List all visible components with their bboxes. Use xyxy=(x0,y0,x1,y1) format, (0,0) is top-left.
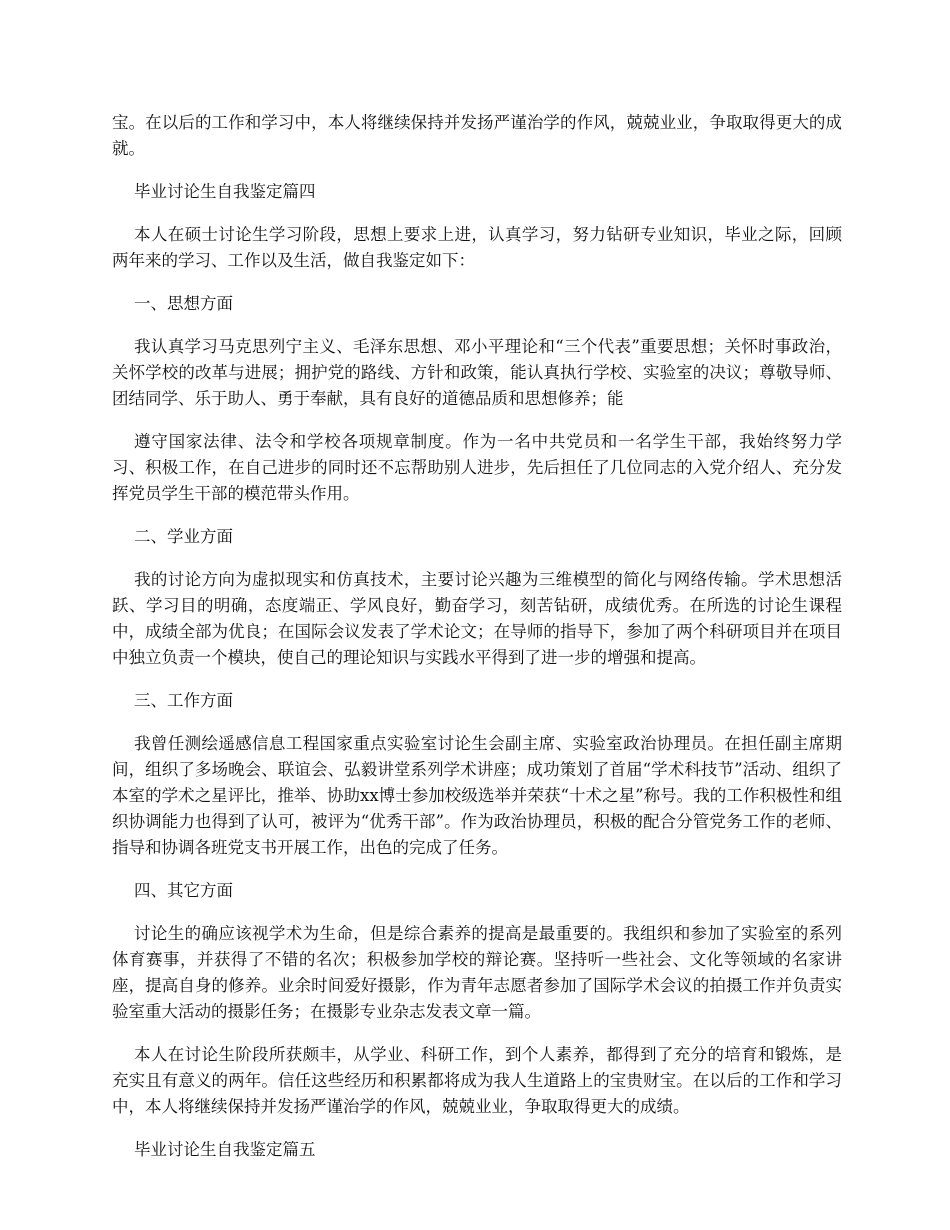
paragraph-ideology-2: 遵守国家法律、法令和学校各项规章制度。作为一名中共党员和一名学生干部，我始终努力学习、积极工作，在自己进步的同时还不忘帮助别人进步，先后担任了几位同志的入党介绍人、充分发挥党员学生干部的模范带头作用。 xyxy=(112,432,842,503)
paragraph-academics: 我的讨论方向为虚拟现实和仿真技术，主要讨论兴趣为三维模型的简化与网络传输。学术思想活跃、学习目的明确，态度端正、学风良好，勤奋学习，刻苦钻研，成绩优秀。在所选的讨论生课程中，成绩全部为优良；在国际会议发表了学术论文；在导师的指导下，参加了两个科研项目并在项目中独立负责一个模块，使自己的理论知识与实践水平得到了进一步的增强和提高。 xyxy=(112,570,842,667)
subheading-other: 四、其它方面 xyxy=(134,881,233,900)
paragraph-other: 讨论生的确应该视学术为生命，但是综合素养的提高是最重要的。我组织和参加了实验室的系列体育赛事，并获得了不错的名次；积极参加学校的辩论赛。坚持听一些社会、文化等领域的名家讲座，提高自身的修养。业余时间爱好摄影，作为青年志愿者参加了国际学术会议的拍摄工作并负责实验室重大活动的摄影任务；在摄影专业杂志发表文章一篇。 xyxy=(112,924,842,1021)
paragraph-summary: 本人在讨论生阶段所获颇丰，从学业、科研工作，到个人素养，都得到了充分的培育和锻炼，是充实且有意义的两年。信任这些经历和积累都将成为我人生道路上的宝贵财宝。在以后的工作和学习中，本人将继续保持并发扬严谨治学的作风，兢兢业业，争取取得更大的成绩。 xyxy=(112,1045,842,1116)
section-title-part-five: 毕业讨论生自我鉴定篇五 xyxy=(134,1140,316,1159)
subheading-work: 三、工作方面 xyxy=(134,691,233,710)
paragraph-ideology-1: 我认真学习马克思列宁主义、毛泽东思想、邓小平理论和“三个代表”重要思想；关怀时事政治，关怀学校的改革与进展；拥护党的路线、方针和政策，能认真执行学校、实验室的决议；尊敬导师、团结同学、乐于助人、勇于奉献，具有良好的道德品质和思想修养；能 xyxy=(112,337,842,408)
paragraph-work: 我曾任测绘遥感信息工程国家重点实验室讨论生会副主席、实验室政治协理员。在担任副主席期间，组织了多场晚会、联谊会、弘毅讲堂系列学术讲座；成功策划了首届“学术科技节”活动、组织了本室的学术之星评比，推举、协助xx博士参加校级选举并荣获“十术之星”称号。我的工作积极性和组织协调能力也得到了认可，被评为“优秀干部”。作为政治协理员，积极的配合分管党务工作的老师、指导和协调各班党支书开展工作，出色的完成了任务。 xyxy=(112,734,842,857)
subheading-ideology: 一、思想方面 xyxy=(134,294,233,313)
paragraph-continuation: 宝。在以后的工作和学习中，本人将继续保持并发扬严谨治学的作风，兢兢业业，争取取得更大的成就。 xyxy=(112,113,842,158)
document-page xyxy=(112,110,842,1180)
paragraph-intro: 本人在硕士讨论生学习阶段，思想上要求上进，认真学习，努力钻研专业知识，毕业之际，回顾两年来的学习、工作以及生活，做自我鉴定如下： xyxy=(112,225,842,270)
subheading-academics: 二、学业方面 xyxy=(134,527,233,546)
section-title-part-four: 毕业讨论生自我鉴定篇四 xyxy=(134,182,316,201)
